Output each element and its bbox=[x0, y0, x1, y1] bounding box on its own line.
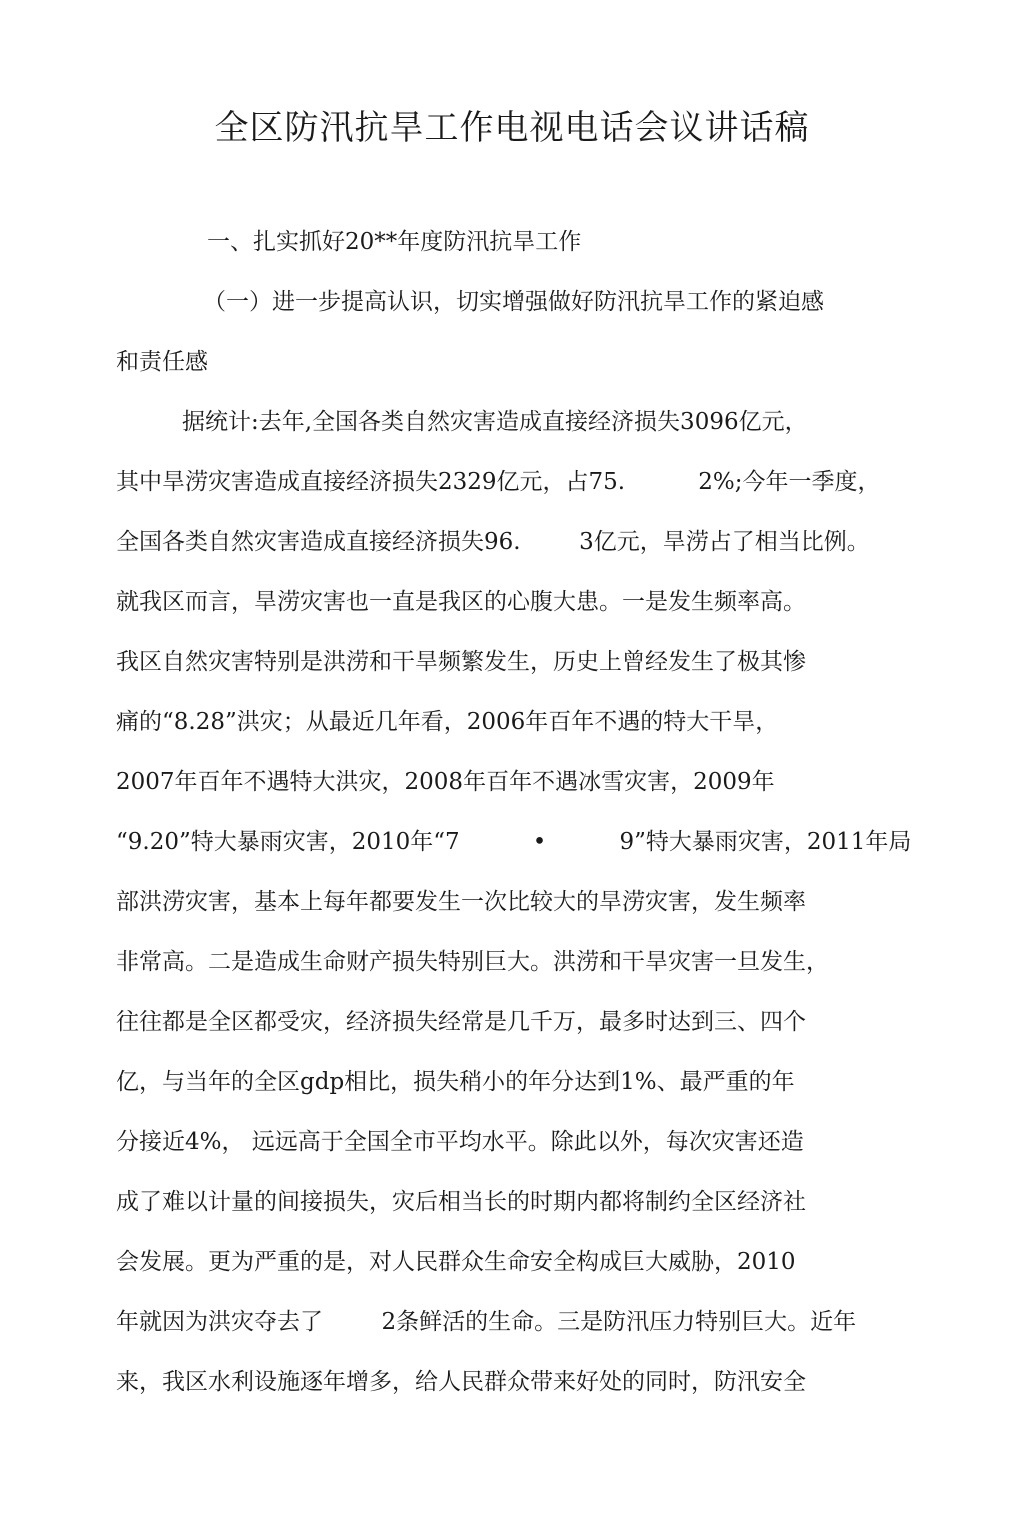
paragraph-line: 全国各类自然灾害造成直接经济损失96. 3亿元，旱涝占了相当比例。 bbox=[116, 529, 870, 555]
paragraph-line: 就我区而言，旱涝灾害也一直是我区的心腹大患。一是发生频率高。 bbox=[116, 589, 806, 615]
paragraph-line: 分接近4%， 远远高于全国全市平均水平。除此以外，每次灾害还造 bbox=[116, 1129, 804, 1155]
paragraph-line: 会发展。更为严重的是，对人民群众生命安全构成巨大威胁，2010 bbox=[116, 1249, 796, 1275]
paragraph-line: 其中旱涝灾害造成直接经济损失2329亿元，占75. 2%;今年一季度， bbox=[116, 469, 881, 495]
paragraph-line: 非常高。二是造成生命财产损失特别巨大。洪涝和干旱灾害一旦发生， bbox=[116, 949, 829, 975]
subsection-heading: （一）进一步提高认识，切实增强做好防汛抗旱工作的紧迫感 bbox=[203, 289, 824, 315]
paragraph-line: 来，我区水利设施逐年增多，给人民群众带来好处的同时，防汛安全 bbox=[116, 1369, 806, 1395]
section-heading: 一、扎实抓好20**年度防汛抗旱工作 bbox=[207, 229, 582, 255]
document-title: 全区防汛抗旱工作电视电话会议讲话稿 bbox=[214, 108, 810, 148]
paragraph-line: 往往都是全区都受灾，经济损失经常是几千万，最多时达到三、四个 bbox=[116, 1009, 806, 1035]
paragraph-line: 部洪涝灾害，基本上每年都要发生一次比较大的旱涝灾害，发生频率 bbox=[116, 889, 806, 915]
subsection-heading-cont: 和责任感 bbox=[116, 349, 208, 375]
paragraph-line: 据统计:去年,全国各类自然灾害造成直接经济损失3096亿元， bbox=[182, 409, 808, 435]
paragraph-line: 我区自然灾害特别是洪涝和干旱频繁发生，历史上曾经发生了极其惨 bbox=[116, 649, 806, 675]
paragraph-line: “9.20”特大暴雨灾害，2010年“7 • 9”特大暴雨灾害，2011年局 bbox=[116, 829, 912, 855]
paragraph-line: 痛的“8.28”洪灾；从最近几年看，2006年百年不遇的特大干旱， bbox=[116, 709, 779, 735]
paragraph-line: 成了难以计量的间接损失，灾后相当长的时期内都将制约全区经济社 bbox=[116, 1189, 806, 1215]
paragraph-line: 亿，与当年的全区gdp相比，损失稍小的年分达到1%、最严重的年 bbox=[116, 1069, 795, 1095]
paragraph-line: 2007年百年不遇特大洪灾，2008年百年不遇冰雪灾害，2009年 bbox=[116, 769, 775, 795]
paragraph-line: 年就因为洪灾夺去了 2条鲜活的生命。三是防汛压力特别巨大。近年 bbox=[116, 1309, 857, 1335]
